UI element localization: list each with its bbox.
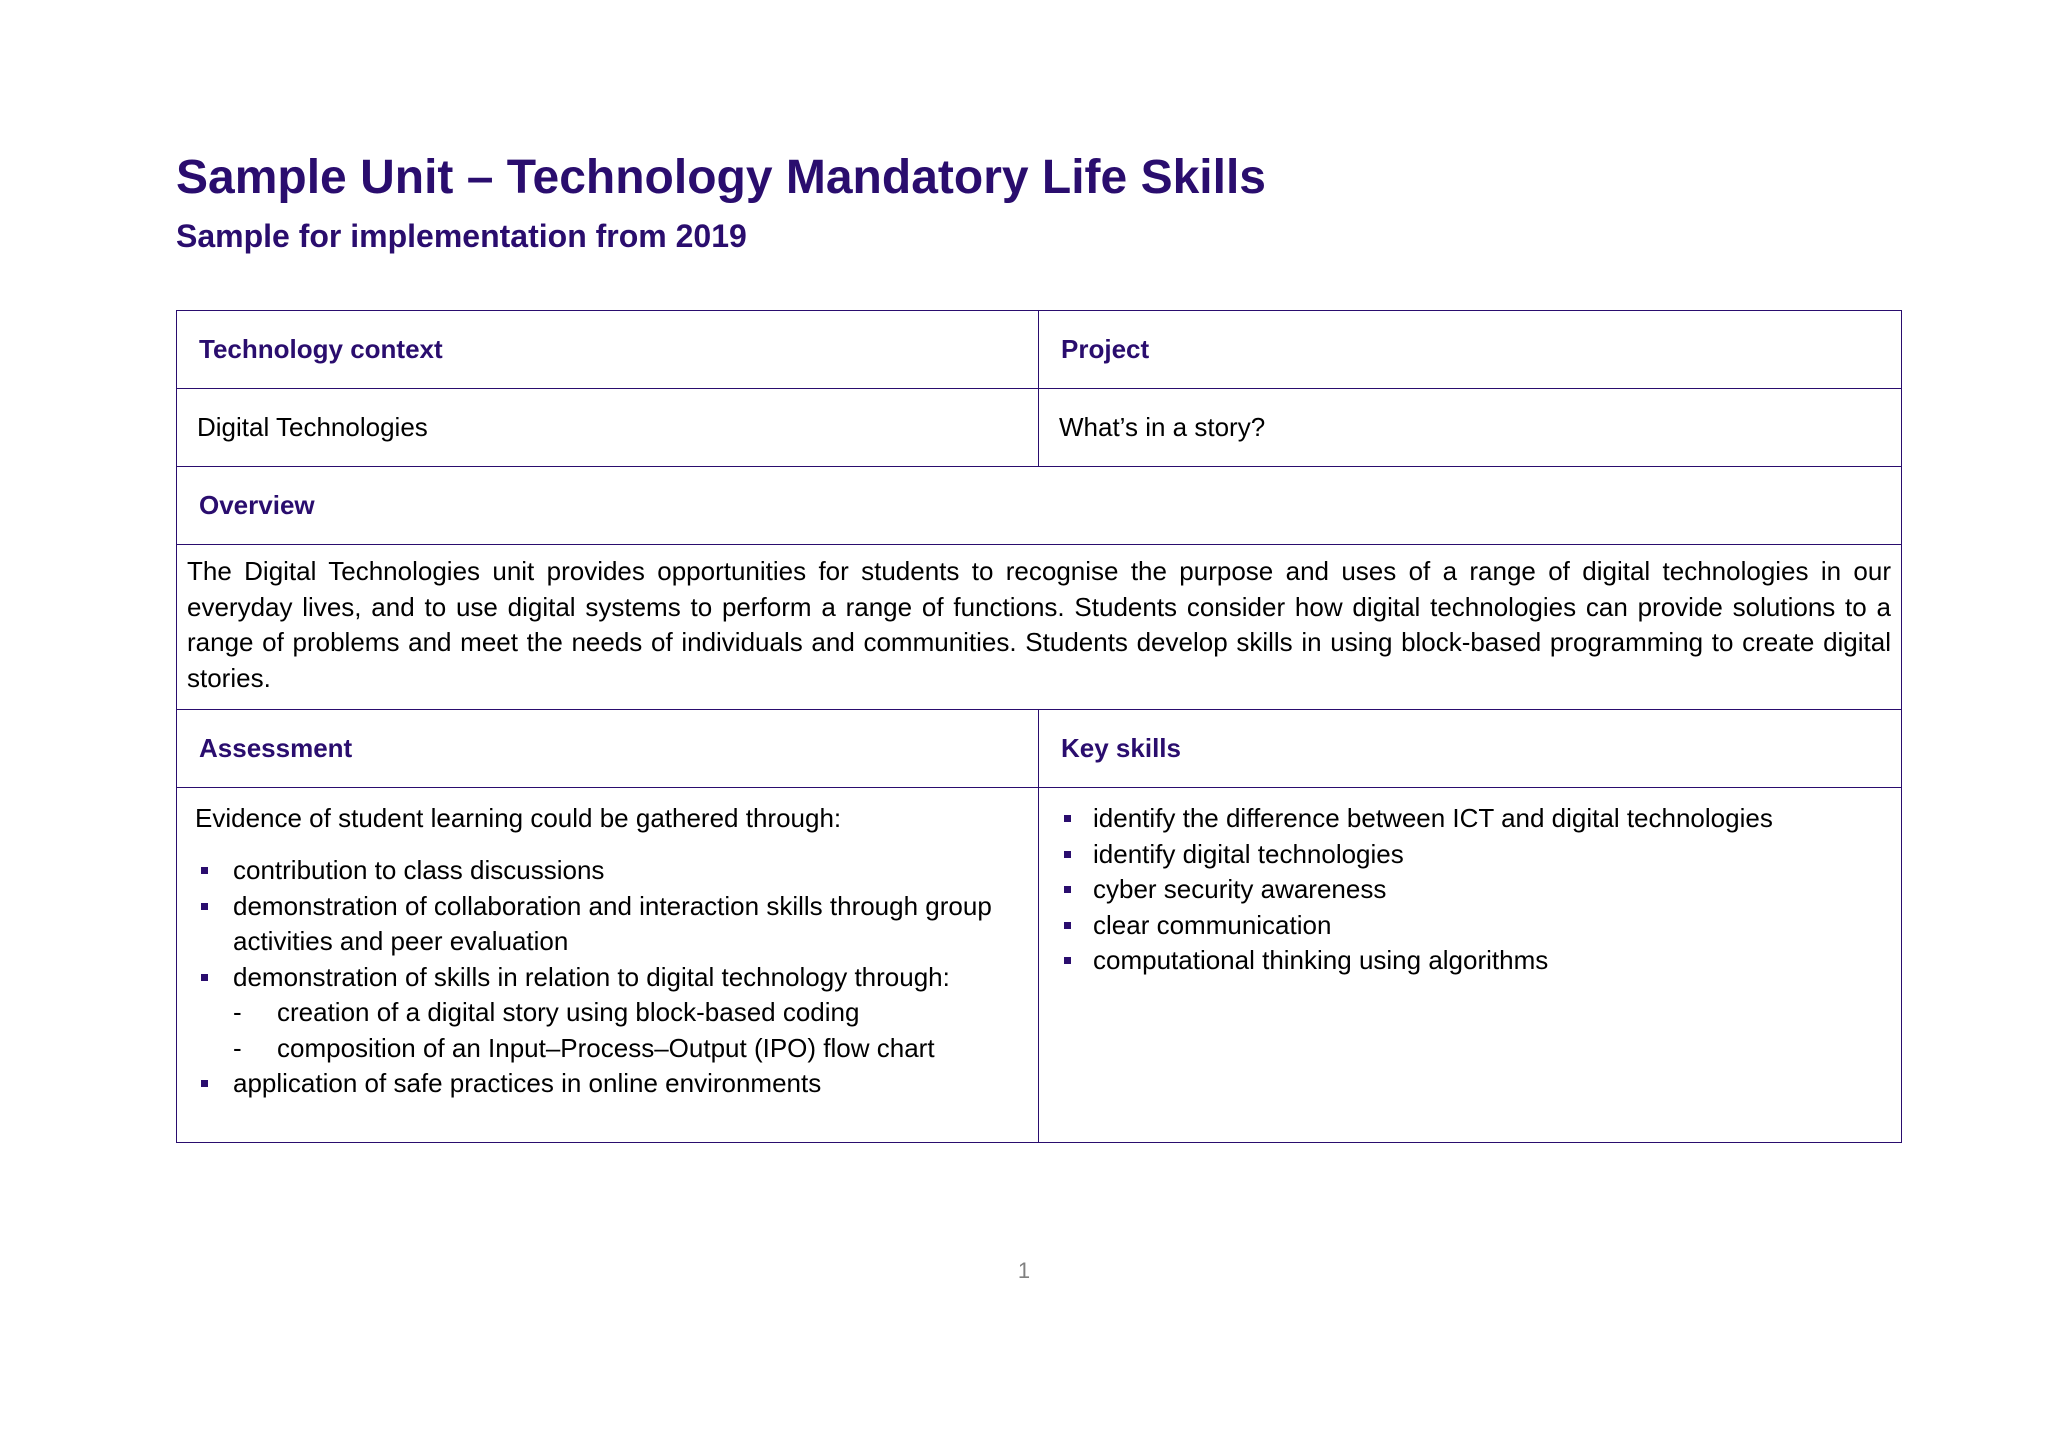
list-item bbox=[193, 853, 1018, 889]
key-skill-text: computational thinking using algorithms bbox=[1093, 945, 1549, 975]
assessment-item-text: demonstration of skills in relation to digital technology through: bbox=[233, 961, 950, 992]
square-bullet-icon bbox=[201, 1080, 208, 1087]
page-title: Sample Unit – Technology Mandatory Life Skills bbox=[176, 151, 1266, 204]
square-bullet-icon bbox=[1064, 851, 1071, 858]
technology-context-value: Digital Technologies bbox=[177, 389, 1039, 467]
list-item bbox=[193, 889, 1018, 960]
table-row bbox=[177, 545, 1902, 710]
list-item bbox=[1061, 837, 1881, 873]
list-item bbox=[1061, 801, 1881, 837]
key-skills-cell bbox=[1039, 788, 1902, 1143]
square-bullet-icon bbox=[201, 974, 208, 981]
list-item bbox=[193, 960, 1018, 1067]
page-subtitle: Sample for implementation from 2019 bbox=[176, 218, 747, 254]
table-row bbox=[177, 389, 1902, 467]
assessment-item-text: application of safe practices in online environments bbox=[233, 1068, 822, 1098]
square-bullet-icon bbox=[1064, 886, 1071, 893]
list-item bbox=[1061, 943, 1881, 979]
list-item bbox=[193, 1066, 1018, 1102]
key-skill-text: clear communication bbox=[1093, 909, 1332, 940]
assessment-cell bbox=[177, 788, 1039, 1143]
overview-text: The Digital Technologies unit provides opportunities for students to recognise the purpose and uses of a range of digital technologies in our everyday lives, and to use digital systems to perform a range of functions. Students consider how digital technologies can provide solutions to a range of problems and meet the needs of individuals and communities. Students develop skills in using block-based programming to create digital stories. bbox=[177, 545, 1902, 710]
unit-table bbox=[176, 310, 1902, 1143]
overview-header: Overview bbox=[177, 467, 1902, 545]
table-row bbox=[177, 311, 1902, 389]
table-row bbox=[177, 788, 1902, 1143]
key-skills-list bbox=[1061, 801, 1881, 979]
square-bullet-icon bbox=[1064, 957, 1071, 964]
technology-context-header: Technology context bbox=[177, 311, 1039, 389]
project-header: Project bbox=[1039, 311, 1902, 389]
assessment-header: Assessment bbox=[177, 710, 1039, 788]
square-bullet-icon bbox=[201, 903, 208, 910]
list-item bbox=[1061, 908, 1881, 944]
assessment-item-text: contribution to class discussions bbox=[233, 855, 605, 885]
dash-bullet: - bbox=[233, 997, 242, 1027]
assessment-intro: Evidence of student learning could be gathered through: bbox=[195, 803, 842, 833]
assessment-sub-list bbox=[233, 995, 1018, 1066]
square-bullet-icon bbox=[201, 867, 208, 874]
project-value: What’s in a story? bbox=[1039, 389, 1902, 467]
list-item bbox=[233, 995, 1018, 1031]
dash-bullet: - bbox=[233, 1032, 242, 1063]
key-skills-header: Key skills bbox=[1039, 710, 1902, 788]
key-skill-text: cyber security awareness bbox=[1093, 874, 1387, 904]
square-bullet-icon bbox=[1064, 922, 1071, 929]
assessment-list bbox=[193, 853, 1018, 1102]
page-number: 1 bbox=[1017, 1258, 1031, 1283]
square-bullet-icon bbox=[1064, 815, 1071, 822]
table-row bbox=[177, 710, 1902, 788]
assessment-item-text: demonstration of collaboration and interaction skills through group activities and peer evaluation bbox=[233, 890, 992, 956]
list-item bbox=[233, 1031, 1018, 1067]
key-skill-text: identify digital technologies bbox=[1093, 838, 1404, 869]
list-item bbox=[1061, 872, 1881, 908]
assessment-sub-item-text: composition of an Input–Process–Output (IPO) flow chart bbox=[277, 1032, 935, 1063]
assessment-sub-item-text: creation of a digital story using block-based coding bbox=[277, 997, 860, 1027]
table-row bbox=[177, 467, 1902, 545]
key-skill-text: identify the difference between ICT and digital technologies bbox=[1093, 803, 1773, 833]
